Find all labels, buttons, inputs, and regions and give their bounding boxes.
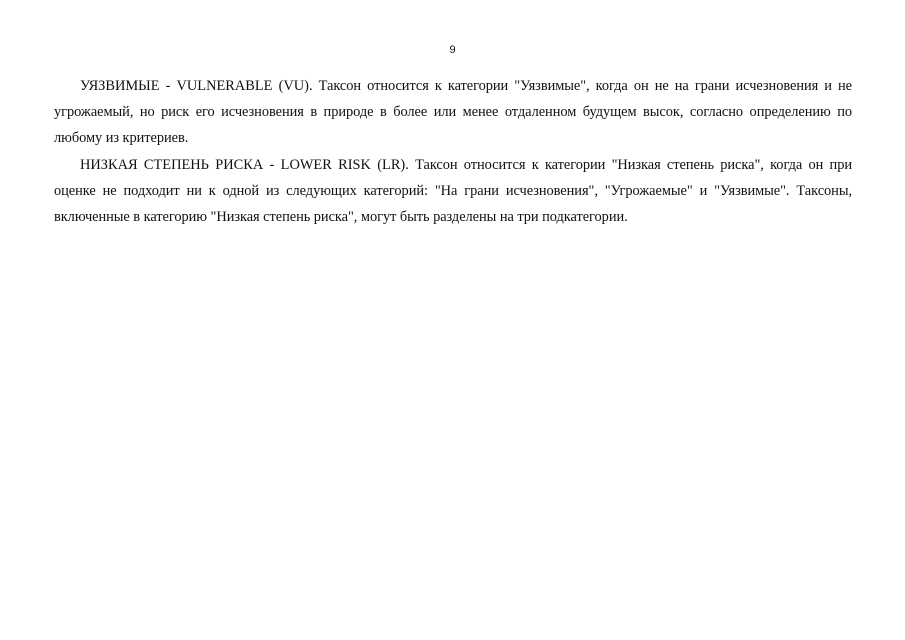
paragraph-vulnerable (54, 73, 852, 152)
category-definition-lower-risk: Таксон относится к категории "Низкая степень риска", когда он при оценке не подходит ни к одной из следующих категорий: "На грани исчезновения", "Угрожаемые" и "Уязвимые". Таксоны, включенные в категорию "Низкая степень риска", могут быть разделены на три подкатегории. (54, 156, 852, 226)
category-definition-vulnerable: Таксон относится к категории "Уязвимые", когда он не на грани исчезновения и не угрожаемый, но риск его исчезновения в природе в более или менее отдаленном будущем высок, согласно определению по любому из критериев. (54, 78, 852, 147)
category-term-lower-risk: НИЗКАЯ СТЕПЕНЬ РИСКА - LOWER RISK (LR). (80, 156, 409, 173)
paragraph-lower-risk (54, 152, 852, 231)
category-term-vulnerable: УЯЗВИМЫЕ - VULNERABLE (VU). (80, 78, 313, 94)
document-body (54, 73, 852, 230)
page-number: 9 (449, 44, 456, 56)
